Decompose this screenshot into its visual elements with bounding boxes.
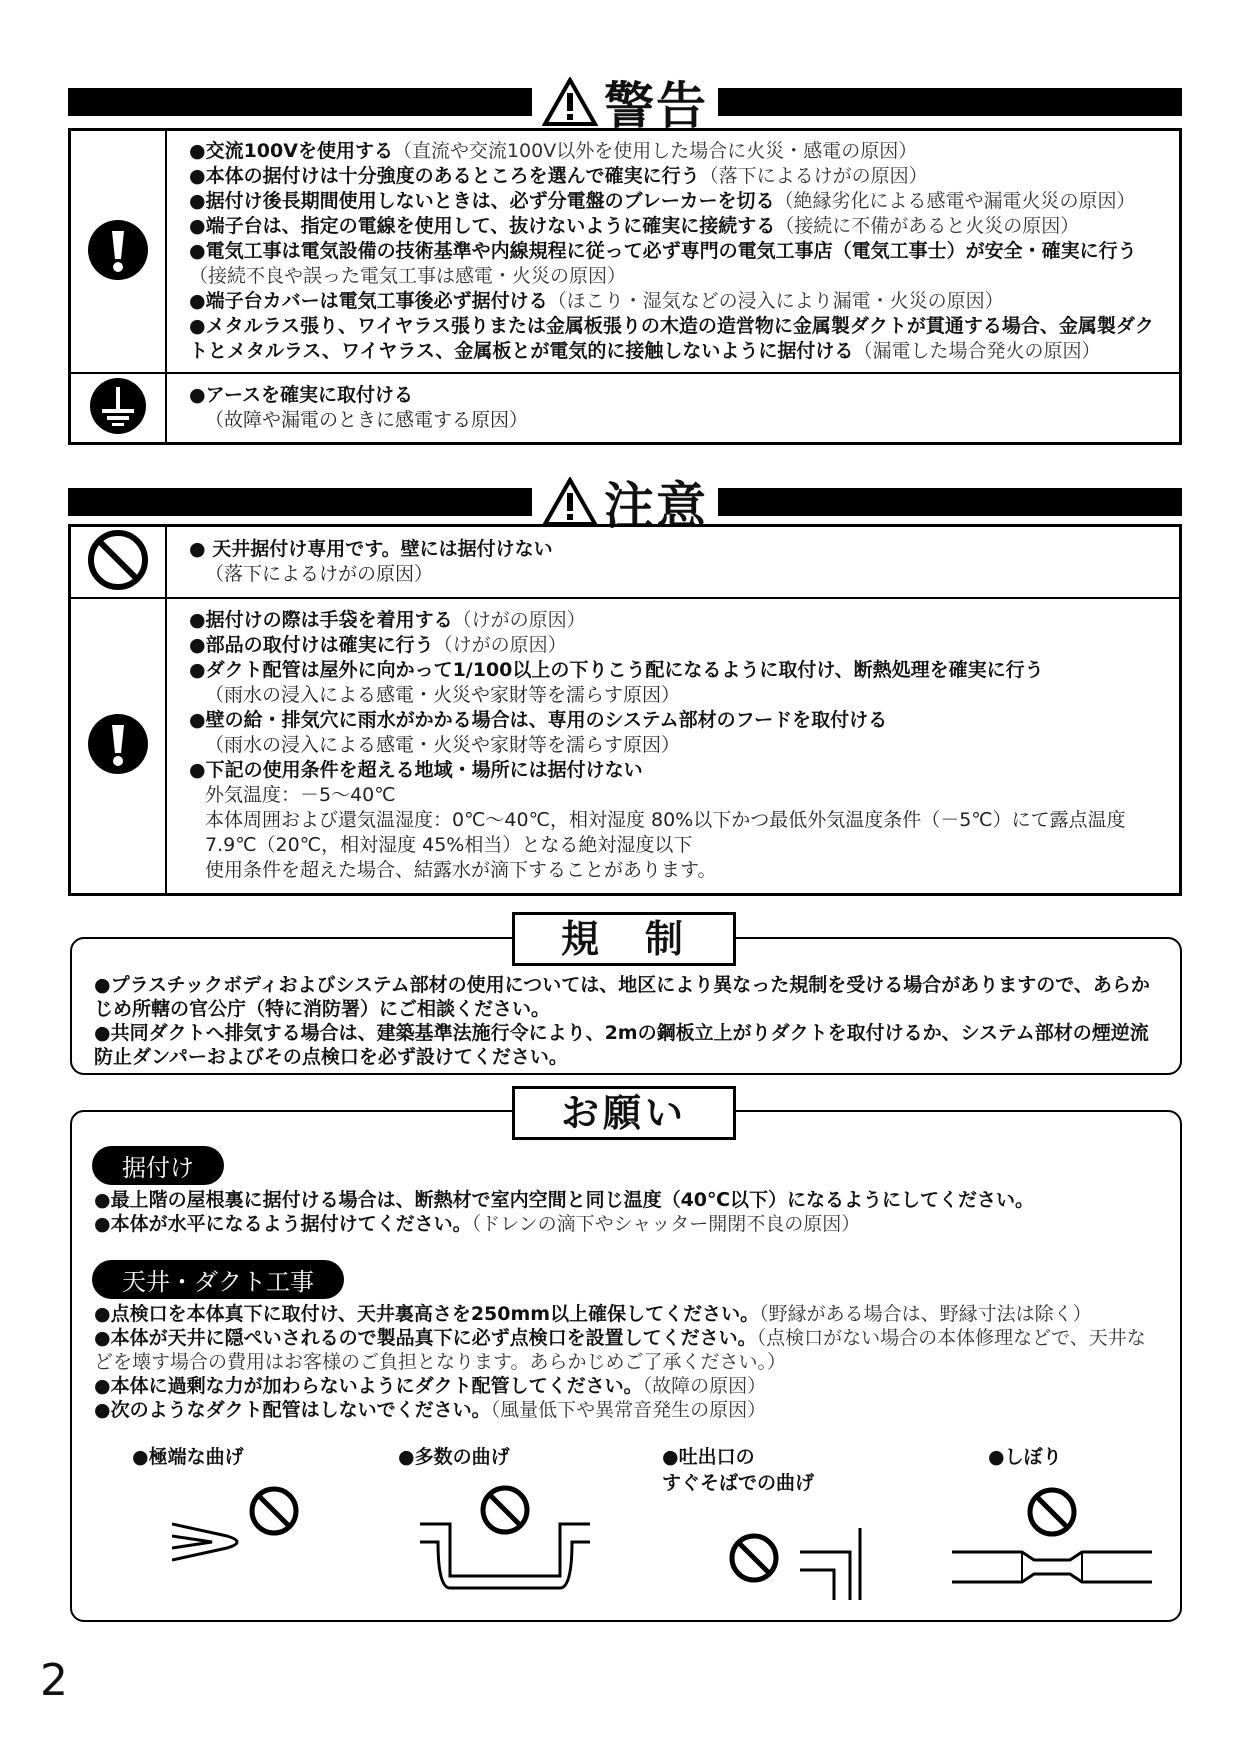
caution-title: 注意 — [604, 477, 708, 535]
warning-item: ●電気工事は電気設備の技術基準や内線規程に従って必ず専門の電気工事店（電気工事士）が安全・確実に行う（接続不良や誤った電気工事は感電・火災の原因） — [189, 240, 1137, 287]
caution-cause: （雨水の浸入による感電・火災や家財等を濡らす原因） — [205, 684, 681, 707]
prohibit-cause: （落下によるけがの原因） — [205, 563, 434, 585]
warning-item: ●本体の据付けは十分強度のあるところを選んで確実に行う（落下によるけがの原因） — [189, 165, 928, 187]
prohibit-item: ● 天井据付け専用です。壁には据付けない — [189, 538, 553, 560]
condition-text: 使用条件を超えた場合、結露水が滴下することがあります。 — [205, 859, 717, 882]
duct-tag: 天井・ダクト工事 — [92, 1260, 344, 1299]
heading-bar-left — [68, 88, 532, 116]
duct-item: ●本体に過剰な力が加わらないようにダクト配管してください。（故障の原因） — [94, 1375, 767, 1397]
constriction-diagram — [952, 1484, 1152, 1594]
duct-item: ●本体が天井に隠ぺいされるので製品真下に必ず点検口を設置してください。（点検口がない場合の本体修理などで、天井などを壊す場合の費用はお客様のご負担となります。あらかじめご了承ください。） — [94, 1327, 1146, 1373]
warning-item: ●据付け後長期間使用しないときは、必ず分電盤のブレーカーを切る（絶縁劣化による感電や漏電火災の原因） — [189, 190, 1136, 212]
condition-text: 本体周囲および還気温湿度：0℃～40℃，相対湿度 80%以下かつ最低外気温度条件（－5℃）にて露点温度 7.9℃（20℃，相対湿度 45%相当）となる絶対湿度以下 — [205, 809, 1126, 857]
prohibition-icon — [86, 528, 150, 592]
many-bends-diagram — [420, 1484, 600, 1594]
warning-table — [68, 128, 1182, 445]
earth-ground-icon — [89, 377, 147, 435]
heading-bar-right — [718, 88, 1182, 116]
earth-item: ●アースを確実に取付ける — [189, 383, 414, 406]
earth-cause: （故障や漏電のときに感電する原因） — [205, 408, 529, 431]
warning-list — [166, 130, 1181, 374]
near-outlet-bend-diagram — [720, 1522, 960, 1602]
diagram-label-near-outlet-bend: ●吐出口の すぐそばでの曲げ — [662, 1446, 815, 1494]
install-item: ●最上階の屋根裏に据付ける場合は、断熱材で室内空間と同じ温度（40℃以下）になるようにしてください。 — [94, 1189, 1035, 1211]
duct-item: ●次のようなダクト配管はしないでください。（風量低下や異常音発生の原因） — [94, 1399, 767, 1421]
warning-item: ●メタルラス張り、ワイヤラス張りまたは金属板張りの木造の造営物に金属製ダクトが貫通する場合、金属製ダクトとメタルラス、ワイヤラス、金属板とが電気的に接触しないように据付ける（漏電した場合発火の原因） — [189, 315, 1154, 362]
request-box — [70, 1110, 1182, 1622]
install-item: ●本体が水平になるよう据付けてください。（ドレンの滴下やシャッター開閉不良の原因） — [94, 1213, 861, 1235]
warning-triangle-icon — [542, 77, 598, 127]
diagram-label-constriction: ●しぼり — [988, 1446, 1062, 1468]
extreme-bend-diagram — [172, 1484, 372, 1594]
caution-item: ●部品の取付けは確実に行う（けがの原因） — [189, 634, 567, 657]
caution-cause: （雨水の浸入による感電・火災や家財等を濡らす原因） — [205, 734, 681, 757]
warning-item: ●端子台は、指定の電線を使用して、抜けないように確実に接続する（接続に不備があると火災の原因） — [189, 215, 1080, 237]
caution-item: ●下記の使用条件を超える地域・場所には据付けない — [189, 759, 643, 782]
caution-table — [68, 524, 1182, 896]
mandatory-exclamation-icon — [87, 713, 149, 775]
regulation-item: ●共同ダクトへ排気する場合は、建築基準法施行令により、2mの鋼板立上がりダクトを取付けるか、システム部材の煙逆流防止ダンパーおよびその点検口を必ず設けてください。 — [94, 1022, 1149, 1068]
caution-item: ●壁の給・排気穴に雨水がかかる場合は、専用のシステム部材のフードを取付ける — [189, 709, 888, 732]
diagram-label-many-bends: ●多数の曲げ — [398, 1446, 510, 1468]
duct-item: ●点検口を本体真下に取付け、天井裏高さを250mm以上確保してください。（野縁がある場合は、野縁寸法は除く） — [94, 1303, 1092, 1325]
caution-list — [166, 598, 1181, 894]
warning-item: ●交流100Vを使用する（直流や交流100V以外を使用した場合に火災・感電の原因） — [189, 140, 918, 162]
mandatory-exclamation-icon — [87, 219, 149, 281]
warning-item: ●端子台カバーは電気工事後必ず据付ける（ほこり・湿気などの浸入により漏電・火災の原因） — [189, 290, 1004, 312]
caution-item: ●ダクト配管は屋外に向かって1/100以上の下りこう配になるように取付け、断熱処理を確実に行う — [189, 659, 1044, 682]
diagram-label-extreme-bend: ●極端な曲げ — [132, 1446, 244, 1468]
regulation-item: ●プラスチックボディおよびシステム部材の使用については、地区により異なった規制を受ける場合がありますので、あらかじめ所轄の官公庁（特に消防署）にご相談ください。 — [94, 974, 1150, 1020]
page-number: 2 — [40, 1655, 68, 1706]
caution-item: ●据付けの際は手袋を着用する（けがの原因） — [189, 609, 586, 632]
warning-title: 警告 — [604, 77, 708, 135]
caution-triangle-icon — [542, 477, 598, 527]
request-title: お願い — [512, 1086, 736, 1140]
install-tag: 据付け — [92, 1146, 224, 1185]
regulation-title: 規 制 — [512, 912, 736, 966]
caution-cause: 外気温度：－5～40℃ — [205, 784, 396, 807]
